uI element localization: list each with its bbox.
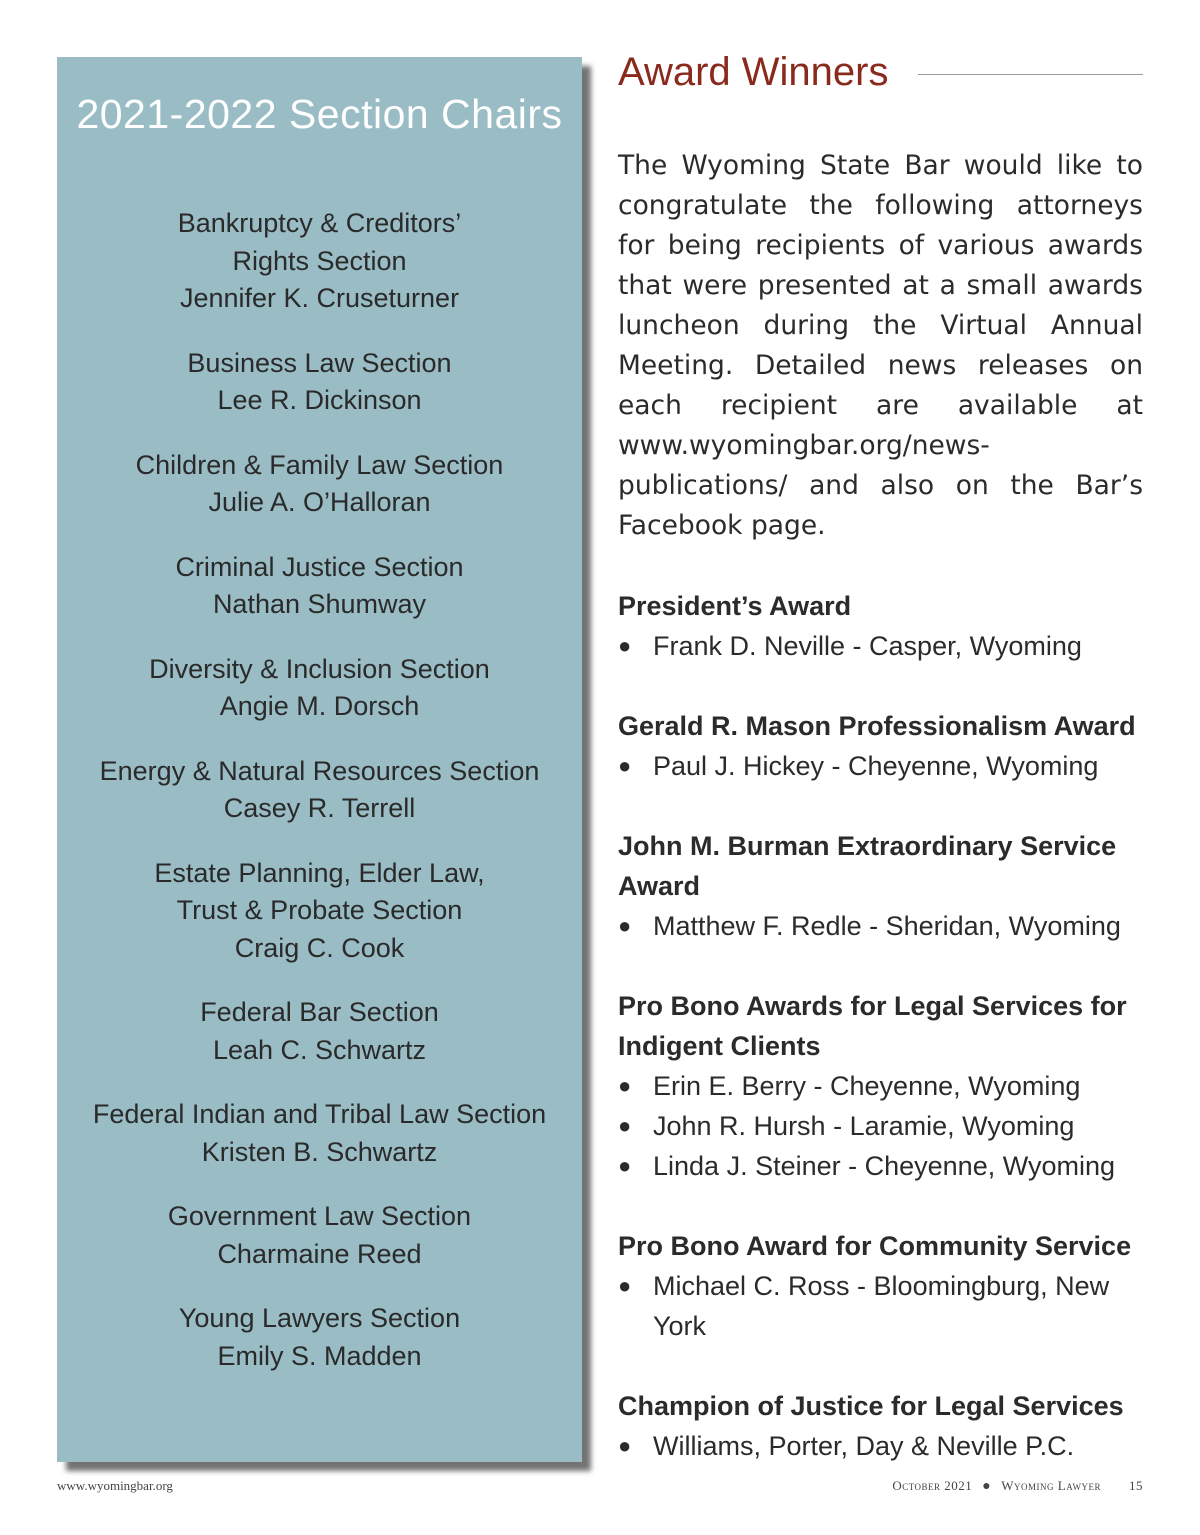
title-divider — [918, 74, 1143, 75]
award-group — [618, 586, 1143, 666]
footer-issue-info — [892, 1478, 1143, 1495]
bullet-icon: ● — [618, 1433, 632, 1458]
chair-line: Diversity & Inclusion Section — [149, 653, 490, 684]
chair-line: Jennifer K. Cruseturner — [179, 283, 460, 313]
chair-line: Children & Family Law Section — [135, 449, 504, 480]
chair-line: Lee R. Dickinson — [217, 385, 422, 415]
chair-block — [57, 855, 582, 968]
recipient-item — [618, 626, 1143, 666]
award-title: Pro Bono Awards for Legal Services for Indigent Clients — [618, 991, 1127, 1061]
recipient-text: Williams, Porter, Day & Neville P.C. — [653, 1431, 1075, 1461]
recipient-item — [618, 1426, 1143, 1466]
recipient-text: John R. Hursh - Laramie, Wyoming — [653, 1111, 1075, 1141]
recipient-item — [618, 1146, 1143, 1186]
chair-line: Craig C. Cook — [234, 932, 405, 963]
award-title: Pro Bono Award for Community Service — [618, 1231, 1132, 1261]
bullet-icon: ● — [618, 1073, 632, 1098]
award-winners-article — [618, 50, 1143, 1466]
recipient-list — [618, 746, 1143, 786]
chair-line: Nathan Shumway — [212, 589, 427, 619]
chair-block — [57, 651, 582, 726]
chair-line: Charmaine Reed — [217, 1238, 422, 1269]
chair-line: Kristen B. Schwartz — [201, 1136, 438, 1167]
award-title: John M. Burman Extraordinary Service Award — [618, 831, 1117, 901]
page-number: 15 — [1129, 1478, 1143, 1493]
award-group — [618, 1226, 1143, 1346]
title-row — [618, 50, 1143, 102]
chair-line: Julie A. O’Halloran — [208, 487, 431, 517]
recipient-text: Frank D. Neville - Casper, Wyoming — [653, 631, 1082, 661]
recipient-list — [618, 1426, 1143, 1466]
chair-line: Government Law Section — [167, 1201, 472, 1231]
award-group — [618, 706, 1143, 786]
recipient-item — [618, 1106, 1143, 1146]
bullet-icon: ● — [618, 753, 632, 778]
chair-line: Business Law Section — [187, 347, 452, 378]
award-title: Gerald R. Mason Professionalism Award — [618, 711, 1136, 741]
chair-line: Criminal Justice Section — [175, 551, 464, 582]
chair-line: Leah C. Schwartz — [212, 1034, 427, 1065]
award-group — [618, 1386, 1143, 1466]
chair-block — [57, 1096, 582, 1171]
chair-line: Emily S. Madden — [217, 1340, 422, 1371]
recipient-text: Paul J. Hickey - Cheyenne, Wyoming — [653, 751, 1099, 781]
award-group — [618, 986, 1143, 1186]
bullet-icon: ● — [618, 1153, 632, 1178]
recipient-list — [618, 626, 1143, 666]
footer-issue: October 2021 — [892, 1478, 973, 1493]
bullet-icon: ● — [618, 913, 632, 938]
recipient-list — [618, 1066, 1143, 1186]
sidebar-title: 2021-2022 Section Chairs — [76, 91, 563, 137]
chair-line: Rights Section — [232, 245, 407, 276]
chair-line: Bankruptcy & Creditors’ — [177, 208, 462, 238]
recipient-item — [618, 1066, 1143, 1106]
chair-list — [57, 205, 582, 1402]
chair-line: Federal Indian and Tribal Law Section — [92, 1099, 547, 1129]
recipient-list — [618, 1266, 1143, 1346]
bullet-icon: ● — [982, 1479, 992, 1494]
recipient-item — [618, 906, 1143, 946]
recipient-item — [618, 1266, 1143, 1346]
chair-block — [57, 345, 582, 420]
recipient-list — [618, 906, 1143, 946]
section-chairs-sidebar — [57, 57, 582, 1462]
chair-line: Trust & Probate Section — [176, 895, 463, 925]
chair-block — [57, 447, 582, 522]
chair-line: Federal Bar Section — [200, 997, 439, 1027]
chair-line: Energy & Natural Resources Section — [99, 755, 540, 786]
recipient-text: Linda J. Steiner - Cheyenne, Wyoming — [653, 1151, 1115, 1181]
chair-line: Estate Planning, Elder Law, — [154, 857, 485, 888]
chair-block — [57, 205, 582, 318]
award-group — [618, 826, 1143, 946]
footer-website: www.wyomingbar.org — [57, 1478, 173, 1493]
recipient-text: Erin E. Berry - Cheyenne, Wyoming — [653, 1071, 1081, 1101]
award-title: Champion of Justice for Legal Services — [618, 1391, 1124, 1421]
chair-block — [57, 549, 582, 624]
chair-block — [57, 1198, 582, 1273]
chair-block — [57, 994, 582, 1069]
bullet-icon: ● — [618, 1273, 632, 1298]
bullet-icon: ● — [618, 633, 632, 658]
chair-line: Young Lawyers Section — [178, 1303, 461, 1333]
article-title: Award Winners — [618, 50, 889, 94]
bullet-icon: ● — [618, 1113, 632, 1138]
footer-publication: Wyoming Lawyer — [1001, 1478, 1101, 1493]
award-title: President’s Award — [618, 591, 852, 621]
chair-block — [57, 1300, 582, 1375]
awards-list — [618, 586, 1143, 1466]
recipient-item — [618, 746, 1143, 786]
chair-line: Casey R. Terrell — [223, 793, 416, 823]
chair-block — [57, 753, 582, 828]
intro-paragraph: The Wyoming State Bar would like to congratulate the following attorneys for being recipients of various awards that were presented at a small awards luncheon during the Virtual Annual Meeting. Detailed news releases on each recipient are available at www.wyomingbar.org/news-publications/ and also on the Bar’s Facebook page. — [618, 150, 1143, 541]
recipient-text: Michael C. Ross - Bloomingburg, New York — [653, 1271, 1110, 1341]
chair-line: Angie M. Dorsch — [219, 691, 420, 721]
recipient-text: Matthew F. Redle - Sheridan, Wyoming — [653, 911, 1121, 941]
